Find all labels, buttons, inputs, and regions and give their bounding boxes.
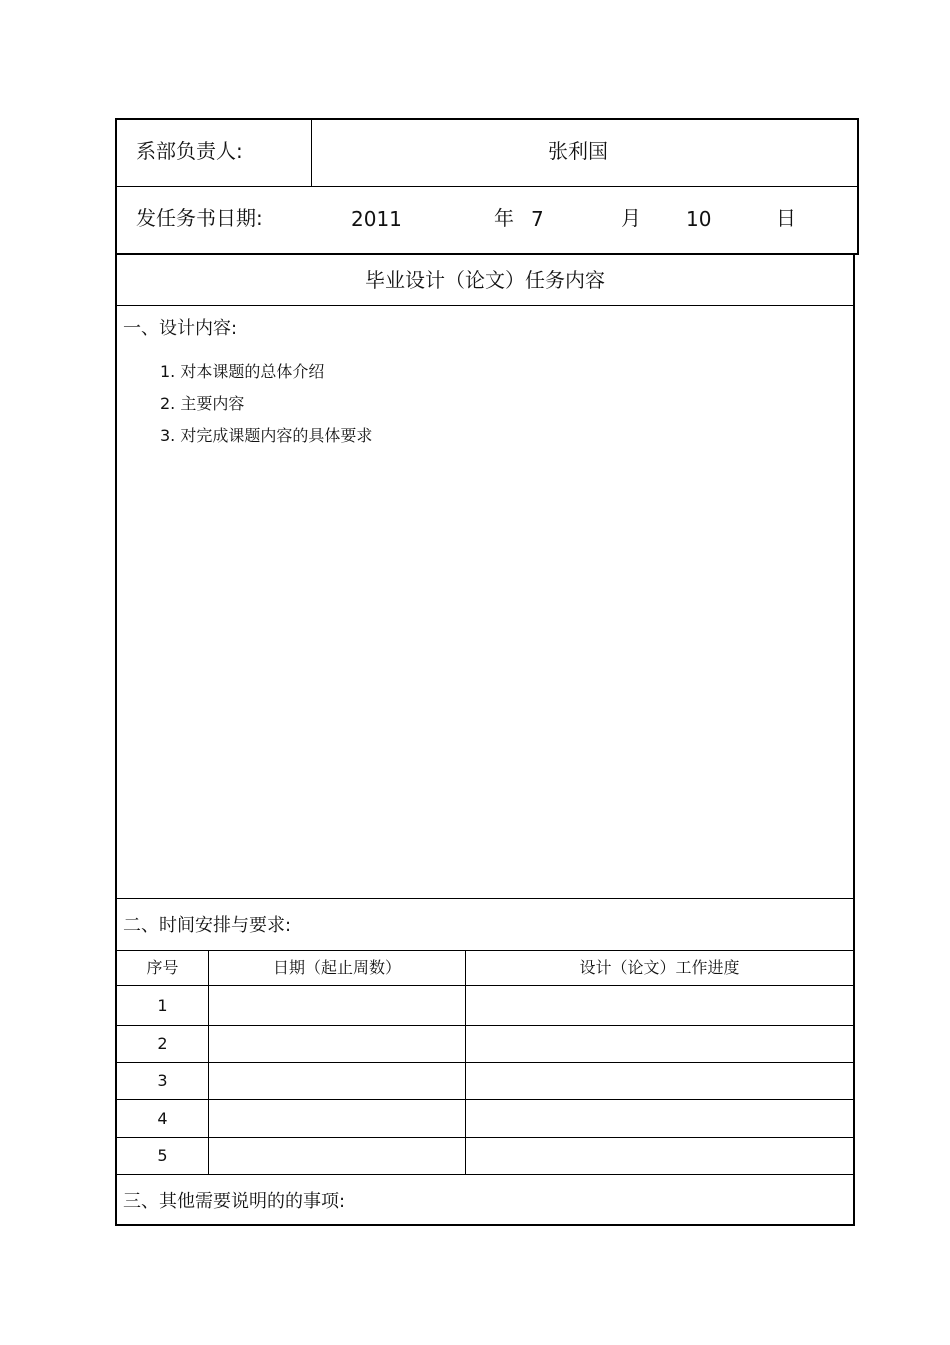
divider-title: [115, 305, 855, 306]
divider-row-a: [115, 1025, 855, 1026]
issue-date-label: 发任务书日期:: [136, 206, 263, 230]
design-item-2: 2. 主要内容: [160, 394, 245, 413]
col-header-index: [117, 951, 208, 985]
issue-month-unit: 月: [621, 206, 641, 230]
design-heading: 一、设计内容:: [123, 318, 238, 339]
row-index: 5: [157, 1146, 168, 1165]
divider-schedule-end: [115, 1174, 855, 1175]
other-heading: 三、其他需要说明的的事项:: [123, 1191, 346, 1212]
table-row: [117, 1026, 208, 1062]
dept-head-label: 系部负责人:: [136, 139, 243, 163]
issue-day-unit: 日: [776, 206, 796, 230]
dept-head-value: 张利国: [548, 139, 608, 163]
divider-col-header: [115, 985, 855, 986]
issue-month: 7: [531, 207, 544, 231]
divider-row1-col: [311, 119, 312, 186]
section-title: 毕业设计（论文）任务内容: [365, 268, 605, 292]
row-index: 4: [157, 1108, 168, 1128]
issue-year: 2011: [351, 207, 402, 231]
schedule-heading: 二、时间安排与要求:: [123, 915, 292, 936]
section-title-cell: [117, 255, 853, 305]
col-header-progress-label: 设计（论文）工作进度: [579, 958, 740, 977]
col-header-date-label: 日期（起止周数）: [272, 958, 401, 977]
design-item-1: 1. 对本课题的总体介绍: [160, 362, 325, 381]
divider-row-d: [115, 1137, 855, 1138]
design-item-3: 3. 对完成课题内容的具体要求: [160, 426, 373, 445]
row-index: 3: [157, 1071, 168, 1090]
issue-day: 10: [686, 207, 712, 231]
divider-row-c: [115, 1099, 855, 1100]
row-index: 2: [157, 1034, 168, 1053]
issue-year-unit: 年: [494, 206, 514, 230]
divider-design: [115, 898, 855, 899]
table-row: [117, 1063, 208, 1099]
row-index: 1: [157, 995, 168, 1015]
table-row: [117, 1100, 208, 1137]
col-header-date: [209, 951, 465, 985]
col-header-progress: [466, 951, 853, 985]
divider-row1: [115, 186, 859, 187]
border-top: [115, 118, 859, 120]
table-row: [117, 1138, 208, 1174]
border-bottom: [115, 1224, 855, 1226]
col-header-index-label: 序号: [146, 958, 179, 977]
table-row: [117, 986, 208, 1025]
divider-row-b: [115, 1062, 855, 1063]
border-right-body: [853, 254, 855, 1226]
